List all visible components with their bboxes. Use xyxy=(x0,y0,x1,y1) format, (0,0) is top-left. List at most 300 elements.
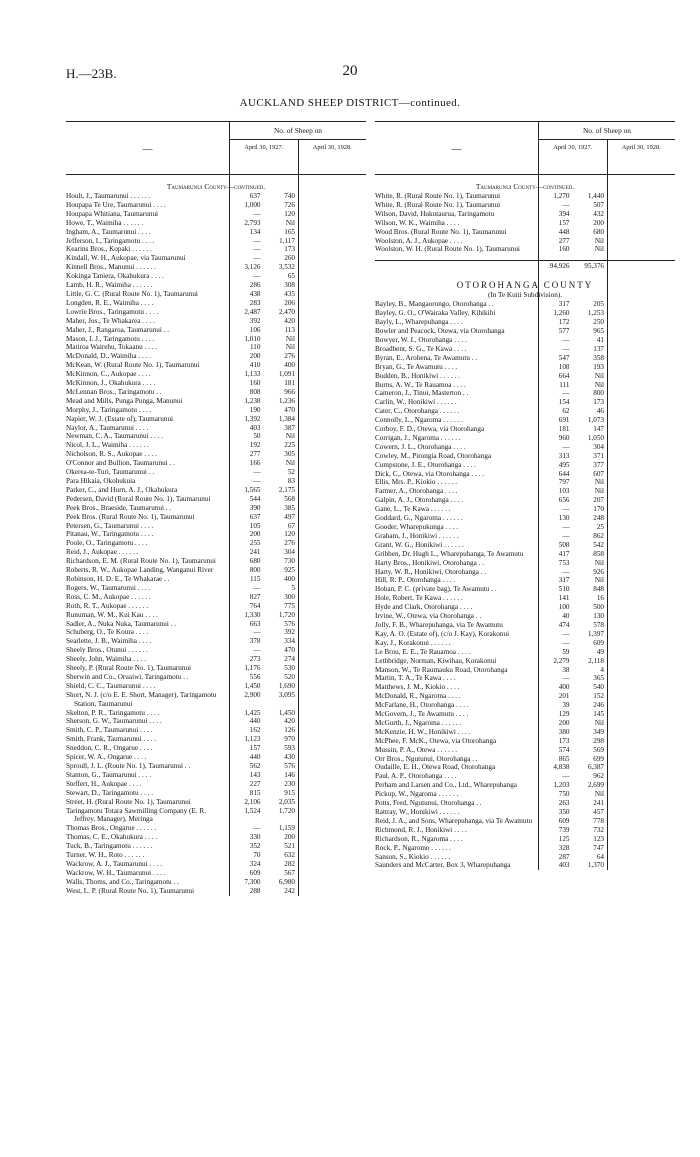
sheep-1928: 593 xyxy=(284,744,295,753)
table-row xyxy=(66,620,366,629)
owner-name: Galpin, A. J., Otorohanga . . . . xyxy=(375,496,464,505)
owner-name: McKinnon, C., Aukopae . . . . xyxy=(66,370,151,379)
sheep-1928: 2,035 xyxy=(278,797,295,806)
sheep-1927: 106 xyxy=(249,325,261,334)
owner-name: Harty Bros., Honikiwi, Otorohanga . . xyxy=(375,558,484,567)
sheep-1928: 123 xyxy=(593,834,604,843)
owner-name: Kay, A. O. (Estate of), (c/o J. Kay), Korakonui xyxy=(375,629,510,638)
table-row xyxy=(375,692,675,701)
owner-name: West, L. P. (Rural Route No. 1), Taumarunui xyxy=(66,886,195,895)
table-row xyxy=(66,851,366,860)
table-row xyxy=(375,746,675,755)
table-row xyxy=(66,611,366,620)
table-row xyxy=(66,388,366,397)
table-row xyxy=(66,370,366,379)
table-row xyxy=(66,245,366,254)
owner-name: Bowler and Peacock, Otewa, via Otorohanga xyxy=(375,327,505,336)
owner-name: Corboy, F. D., Otewa, via Otorohanga xyxy=(375,425,485,434)
sheep-1928: 1,440 xyxy=(587,192,604,200)
sheep-1928: 334 xyxy=(284,637,295,646)
table-row xyxy=(375,389,675,398)
sheep-1928: 970 xyxy=(284,735,295,744)
sheep-1927: 130 xyxy=(558,514,570,523)
sheep-1927: 1,000 xyxy=(244,200,261,209)
owner-name: Sanson, S., Kiokio . . . . . . xyxy=(375,852,451,861)
table-row xyxy=(375,585,675,594)
sheep-count-title: No. of Sheep on xyxy=(539,122,675,140)
owner-name: Sherwin and Co., Oruaiwi, Taringamotu . . xyxy=(66,672,189,681)
sheep-1928: Nil xyxy=(285,432,295,441)
sheep-1928: 248 xyxy=(593,514,604,523)
owner-name: Hill, R. P., Otorohanga . . . . xyxy=(375,576,456,585)
owner-name: Rattray, W., Honikiwi . . . . . . xyxy=(375,808,460,816)
owner-name: Gane, L., Te Kawa . . . . . . xyxy=(375,505,451,514)
table-row xyxy=(66,468,366,477)
sheep-1927: 380 xyxy=(558,727,570,736)
sheep-1927: 160 xyxy=(558,245,570,254)
owner-name: Rock, P., Ngaromo . . . . . . xyxy=(375,843,452,852)
sheep-1928: 800 xyxy=(593,389,604,398)
sheep-1928: 304 xyxy=(593,442,604,451)
table-row xyxy=(66,486,366,495)
table-row xyxy=(375,237,675,246)
table-row xyxy=(375,523,675,532)
sheep-1928: 775 xyxy=(284,601,295,610)
table-row xyxy=(66,406,366,415)
owner-name: McKenzie, H. W., Honikiwi . . . . xyxy=(375,727,471,736)
sheep-1928: 147 xyxy=(593,425,604,434)
sheep-1927: 1,176 xyxy=(244,664,261,673)
sheep-1928: 500 xyxy=(593,603,604,612)
sheep-1928: 67 xyxy=(287,521,295,530)
sheep-1928: 507 xyxy=(593,200,604,209)
table-row xyxy=(66,691,366,709)
table-row xyxy=(375,541,675,550)
sheep-1927: 644 xyxy=(558,469,570,478)
owner-name: Reid, J., Aukopae . . . . . . xyxy=(66,548,139,557)
owner-name: Lowrie Bros., Taringamotu . . . . xyxy=(66,307,159,316)
owner-name: Kearins Bros., Kopaki . . . . . . xyxy=(66,245,152,254)
sheep-1927: 287 xyxy=(558,852,570,861)
sheep-1927: — xyxy=(253,236,261,245)
sheep-1928: 300 xyxy=(284,592,295,601)
sheep-1928: 230 xyxy=(284,779,295,788)
sheep-1928: 365 xyxy=(593,674,604,683)
sheep-1927: 1,524 xyxy=(244,806,261,815)
sheep-1928: 387 xyxy=(284,423,295,432)
sheep-1928: 1,397 xyxy=(587,629,604,638)
table-row xyxy=(375,657,675,666)
owner-name: Okerea-te-Turi, Taumarunui . . xyxy=(66,468,155,477)
owner-name: Oudaille, E. H., Otewa Road, Otorohanga xyxy=(375,763,496,772)
sheep-1927: 2,106 xyxy=(244,797,261,806)
owner-name: Sneddon, C. R., Ongarue . . . . xyxy=(66,744,153,753)
sheep-1927: 227 xyxy=(249,779,261,788)
sheep-1927: 1,425 xyxy=(244,708,261,717)
sheep-1927: 39 xyxy=(562,701,570,710)
sheep-1927: 200 xyxy=(249,352,261,361)
sheep-1927: 330 xyxy=(249,833,261,842)
table-row xyxy=(375,487,675,496)
sheep-1927: 637 xyxy=(249,192,261,200)
table-row xyxy=(375,245,675,254)
sheep-1927: 1,565 xyxy=(244,485,261,494)
sheep-1927: 160 xyxy=(249,379,261,388)
table-row xyxy=(66,593,366,602)
table-row xyxy=(375,853,675,862)
sheep-1927: 637 xyxy=(249,512,261,521)
owner-name: Byran, E., Arohena, Te Awamutu . . xyxy=(375,353,478,362)
sheep-1927: 108 xyxy=(558,362,570,371)
sheep-count-header xyxy=(538,122,675,174)
sheep-1928: 740 xyxy=(284,192,295,200)
owner-name: Gooder, Wharepukunga . . . . xyxy=(375,523,459,531)
table-row xyxy=(375,318,675,327)
table-row xyxy=(66,219,366,228)
sheep-1928: 965 xyxy=(593,327,604,336)
sheep-1928: 120 xyxy=(284,209,295,218)
table-row xyxy=(66,397,366,406)
table-row xyxy=(375,478,675,487)
sheep-1927: — xyxy=(253,468,261,477)
sheep-1927: — xyxy=(562,389,570,398)
sheep-1927: 277 xyxy=(558,236,570,245)
sheep-1928: 304 xyxy=(284,548,295,557)
owner-name: Graham, J., Honikiwi . . . . . . xyxy=(375,531,459,540)
owner-name: Pedersen, David (Rural Route No. 1), Taumarunui xyxy=(66,494,211,503)
sheep-1928: 2,118 xyxy=(588,656,604,665)
sheep-1928: 567 xyxy=(284,868,295,877)
owner-name: Ingham, A., Taumarunui . . . . xyxy=(66,227,151,236)
sheep-1927: — xyxy=(253,245,261,254)
sheep-1928: 274 xyxy=(284,655,295,664)
sheep-1927: 438 xyxy=(249,289,261,298)
owner-name: Maher, Jos., Te Whakarea . . . . xyxy=(66,316,155,325)
owner-name: Reid, J. A., and Sons, Wharepuhanga, via Te Awamutu xyxy=(375,816,533,825)
col-1927-header: April 30, 1927. xyxy=(244,144,284,151)
table-row xyxy=(66,254,366,263)
sheep-1927: 255 xyxy=(249,539,261,548)
owner-name: Kinnell Bros., Manunui . . . . . . xyxy=(66,263,156,272)
sheep-1928: 1,720 xyxy=(278,610,295,619)
owner-name: Wackrow, W. H., Taumarunui . . . . xyxy=(66,868,166,877)
owner-name: Cumpstone, J. E., Otorohanga . . . . xyxy=(375,460,476,469)
sheep-1928: 64 xyxy=(596,852,604,861)
owner-name: Schuberg, O., Te Koura . . . . xyxy=(66,628,149,637)
table-row xyxy=(375,532,675,541)
sheep-1927: 739 xyxy=(558,825,570,834)
sheep-1928: 578 xyxy=(593,620,604,629)
owner-name: Roth, R. T., Aukopae . . . . . . xyxy=(66,601,149,610)
table-row xyxy=(66,352,366,361)
owner-name: Naylor, A., Taumarunui . . . . xyxy=(66,423,149,432)
table-row xyxy=(66,299,366,308)
sheep-1928: 730 xyxy=(284,557,295,566)
sheep-1928: 173 xyxy=(284,245,295,254)
sheep-1927: — xyxy=(562,523,570,531)
sheep-1927: 1,010 xyxy=(244,334,261,343)
owner-name: Harty, W. R., Honikiwi, Otorohanga . . xyxy=(375,567,487,576)
sheep-1927: 1,330 xyxy=(244,610,261,619)
table-row xyxy=(375,470,675,479)
owner-name: Runuman, W. M., Kui Kau . . . . xyxy=(66,610,158,619)
sheep-1927: 508 xyxy=(558,540,570,549)
sheep-1927: 286 xyxy=(249,281,261,290)
table-row xyxy=(66,424,366,433)
sheep-1927: 403 xyxy=(558,861,570,870)
sheep-1928: 680 xyxy=(593,227,604,236)
table-row xyxy=(66,717,366,726)
owner-name: Parker, C., and Hurn, A. J., Okahukura xyxy=(66,485,178,494)
sheep-1927: — xyxy=(253,477,261,485)
sheep-1927: 400 xyxy=(558,683,570,692)
sheep-1928: 540 xyxy=(593,683,604,692)
owner-name: Napier, W. J. (Estate of), Taumarunui xyxy=(66,414,174,423)
sheep-1927: 750 xyxy=(558,790,570,799)
sheep-1928: 16 xyxy=(596,594,604,603)
sheep-1927: 162 xyxy=(249,726,261,735)
sheep-1928: Nil xyxy=(594,236,604,245)
sheep-1927: 263 xyxy=(558,799,570,808)
sheep-1927: 392 xyxy=(249,316,261,325)
sheep-1928: 200 xyxy=(284,833,295,842)
table-row xyxy=(375,666,675,675)
owner-name: Petersen, G., Taumarunui . . . . xyxy=(66,521,154,530)
sheep-1928: Nil xyxy=(594,558,604,567)
table-row xyxy=(66,878,366,887)
total-1928: 95,376 xyxy=(584,262,604,271)
owner-name: McDonald, R., Ngaroma . . . . xyxy=(375,692,461,701)
owner-name: Richardson, R., Ngaroma . . . . xyxy=(375,834,463,843)
owner-name: Goddard, G., Ngaroma . . . . . . xyxy=(375,514,463,523)
table-row xyxy=(375,300,675,309)
sheep-1928: 732 xyxy=(593,825,604,834)
sheep-1928: 1,370 xyxy=(587,861,604,870)
table-row xyxy=(66,548,366,557)
table-row xyxy=(66,192,366,201)
table-row xyxy=(66,361,366,370)
sheep-1927: — xyxy=(253,254,261,263)
sheep-1927: 664 xyxy=(558,371,570,380)
sheep-1927: 141 xyxy=(558,594,570,603)
sheep-1928: Nil xyxy=(594,371,604,380)
sheep-1927: 143 xyxy=(249,770,261,779)
county-subheading: (In Te Kuiti Subdivision). xyxy=(487,291,563,300)
sheep-1927: 797 xyxy=(558,478,570,487)
table-row xyxy=(66,726,366,735)
county-heading: OTOROHANGA COUNTY xyxy=(456,280,594,291)
sheep-1927: 172 xyxy=(558,318,570,327)
table-row xyxy=(375,826,675,835)
sheep-1927: 313 xyxy=(558,451,570,460)
sheep-1927: 7,300 xyxy=(244,877,261,886)
sheep-1928: 349 xyxy=(593,727,604,736)
table-row xyxy=(66,887,366,896)
owner-name: Farmer, A., Otorohanga . . . . xyxy=(375,487,458,496)
owner-name: Tuck, B., Taringamotu . . . . . . xyxy=(66,842,153,851)
owner-name: McGovern, J., Te Awamutu . . . . xyxy=(375,710,469,719)
table-row xyxy=(66,326,366,335)
sheep-1928: Nil xyxy=(594,487,604,496)
owner-name: Lamb, H. R., Waimiha . . . . . . xyxy=(66,281,153,290)
sheep-1928: 858 xyxy=(593,549,604,558)
table-row xyxy=(66,441,366,450)
sheep-1928: 225 xyxy=(284,441,295,450)
sheep-1927: — xyxy=(562,200,570,209)
sheep-1928: 1,720 xyxy=(278,806,295,815)
table-row xyxy=(66,237,366,246)
table-row xyxy=(66,860,366,869)
table-row xyxy=(66,762,366,771)
sheep-1928: 925 xyxy=(284,566,295,575)
sheep-1928: 6,387 xyxy=(587,763,604,772)
sheep-1928: 260 xyxy=(284,254,295,263)
sheep-1927: — xyxy=(562,531,570,540)
sheep-1927: — xyxy=(562,674,570,683)
table-row xyxy=(66,789,366,798)
sheep-1928: 1,450 xyxy=(278,708,295,717)
owner-name: Peek Bros. (Rural Route No. 1), Taumarunui xyxy=(66,512,195,521)
sheep-1927: — xyxy=(253,824,261,833)
sheep-1928: 207 xyxy=(593,496,604,505)
owner-name: Stewart, D., Taringamotu . . . . xyxy=(66,788,153,797)
owner-name: Cater, C., Otorohanga . . . . . . xyxy=(375,407,460,416)
table-row xyxy=(66,290,366,299)
owner-name: Mussin, P. A., Otewa . . . . . . xyxy=(375,745,458,754)
section-heading: Taumarunui County—continued. xyxy=(166,182,266,191)
owner-name: Taringamotu Totara Sawmilling Company (E. R. Jeffrey, Manager), Meringa xyxy=(66,806,206,824)
sheep-1928: 298 xyxy=(593,736,604,745)
table-row xyxy=(375,452,675,461)
sheep-1928: 568 xyxy=(284,494,295,503)
sheep-1928: 576 xyxy=(284,762,295,770)
table-row xyxy=(66,557,366,566)
table-row xyxy=(66,602,366,611)
sheep-1928: 371 xyxy=(593,451,604,460)
sheep-1927: — xyxy=(253,646,261,655)
owner-name: Sproull, J. L. (Route No. 1), Taumarunui . . xyxy=(66,762,191,770)
sheep-1928: Nil xyxy=(285,343,295,352)
table-row xyxy=(375,861,675,870)
owner-name: Rogers, W., Taumarunui . . . . xyxy=(66,583,151,592)
owner-name: Wilson, W. K., Waimiha . . . . xyxy=(375,218,460,227)
sheep-1927: — xyxy=(253,583,261,592)
sheep-1927: 192 xyxy=(249,441,261,450)
sheep-1928: 250 xyxy=(593,318,604,327)
owner-name: Robinson, H. D. E., Te Whakarae . . xyxy=(66,574,170,583)
sheep-1927: 547 xyxy=(558,353,570,362)
sheep-1927: — xyxy=(562,344,570,353)
sheep-1928: 470 xyxy=(284,646,295,655)
table-row xyxy=(375,630,675,639)
sheep-1928: 3,532 xyxy=(278,263,295,272)
table-row xyxy=(375,228,675,237)
sheep-1927: 317 xyxy=(558,300,570,309)
table-row xyxy=(66,709,366,718)
sheep-1927: 190 xyxy=(249,405,261,414)
sheep-1927: 50 xyxy=(253,432,261,441)
table-row xyxy=(66,771,366,780)
owner-name: Bayly, L., Wharepuhanga . . . . xyxy=(375,318,463,327)
sheep-1927: 417 xyxy=(558,549,570,558)
sheep-1927: 562 xyxy=(249,762,261,770)
owner-name: Houpapa Te Ure, Taumarunui . . . . xyxy=(66,200,166,209)
page-title: AUCKLAND SHEEP DISTRICT—continued. xyxy=(239,97,461,109)
sheep-1927: 960 xyxy=(558,433,570,442)
sheep-1928: 246 xyxy=(593,701,604,710)
table-row xyxy=(66,628,366,637)
sheep-1927: 157 xyxy=(558,218,570,227)
sheep-1927: 200 xyxy=(249,530,261,539)
owner-name: Maher, J., Rangaroa, Taumarunui . . xyxy=(66,325,170,334)
owner-name: Paul, A. P., Otorohanga . . . . xyxy=(375,772,457,781)
owner-name: Sadler, A., Nuka Nuka, Taumarunui . . xyxy=(66,619,177,628)
sheep-1928: 1,073 xyxy=(587,416,604,425)
sheep-1927: 70 xyxy=(253,851,261,860)
sheep-1928: 726 xyxy=(284,200,295,209)
sheep-1927: 1,270 xyxy=(553,192,570,200)
sheep-1928: 1,050 xyxy=(587,433,604,442)
table-row xyxy=(375,210,675,219)
sheep-1928: 242 xyxy=(284,886,295,895)
owner-name: Newman, C. A., Taumarunui . . . . xyxy=(66,432,163,441)
table-header xyxy=(66,121,366,175)
sheep-1928: 358 xyxy=(593,353,604,362)
sheep-1927: 474 xyxy=(558,620,570,629)
owner-name: McLennan Bros., Taringamotu . . xyxy=(66,387,162,396)
owner-name: Bryan, G., Te Awamutu . . . . xyxy=(375,362,458,371)
table-row xyxy=(66,308,366,317)
sheep-1928: Nil xyxy=(594,576,604,585)
owner-name: McFarlane, H., Otorohanga . . . . xyxy=(375,701,469,710)
table-row xyxy=(66,824,366,833)
sheep-1928: 747 xyxy=(593,843,604,852)
sheep-1927: 378 xyxy=(249,637,261,646)
sheep-1927: 800 xyxy=(249,566,261,575)
sheep-1928: 926 xyxy=(593,567,604,576)
sheep-1928: Nil xyxy=(594,245,604,254)
owner-name: Searlette, J. B., Waimiha . . . . xyxy=(66,637,152,646)
table-row xyxy=(375,772,675,781)
owner-name: Corrigan, J., Ngaroma . . . . . . xyxy=(375,433,461,442)
sheep-1927: — xyxy=(562,629,570,638)
sheep-1927: 609 xyxy=(558,816,570,825)
owner-name: Connolly, L., Ngaroma . . . . . . xyxy=(375,416,463,425)
table-row xyxy=(66,807,366,825)
sheep-1928: 966 xyxy=(284,387,295,396)
sheep-1928: 3,095 xyxy=(278,690,295,699)
sheep-1928: 1,690 xyxy=(278,681,295,690)
sheep-1928: 6,980 xyxy=(278,877,295,886)
sheep-1928: Nil xyxy=(285,218,295,227)
table-row xyxy=(375,372,675,381)
owner-name: Morphy, J., Taringamotu . . . . xyxy=(66,405,152,414)
table-row xyxy=(66,833,366,842)
owner-name: Thomas Bros., Ongarue . . . . . . xyxy=(66,824,157,833)
table-header xyxy=(375,121,675,175)
owner-name: Potts, Fred, Ngutunui, Otorohanga . . xyxy=(375,799,482,808)
table-row xyxy=(375,568,675,577)
table-row xyxy=(66,682,366,691)
table-row xyxy=(375,790,675,799)
owner-name: Kay, J., Korakonui . . . . . . xyxy=(375,638,451,647)
sheep-1927: 181 xyxy=(558,425,570,434)
sheep-1927: 40 xyxy=(562,612,570,621)
sheep-1928: 52 xyxy=(287,468,295,477)
sheep-1928: 282 xyxy=(284,859,295,868)
sheep-1927: 317 xyxy=(558,576,570,585)
owner-name: McDonald, D., Waimiha . . . . xyxy=(66,352,151,361)
